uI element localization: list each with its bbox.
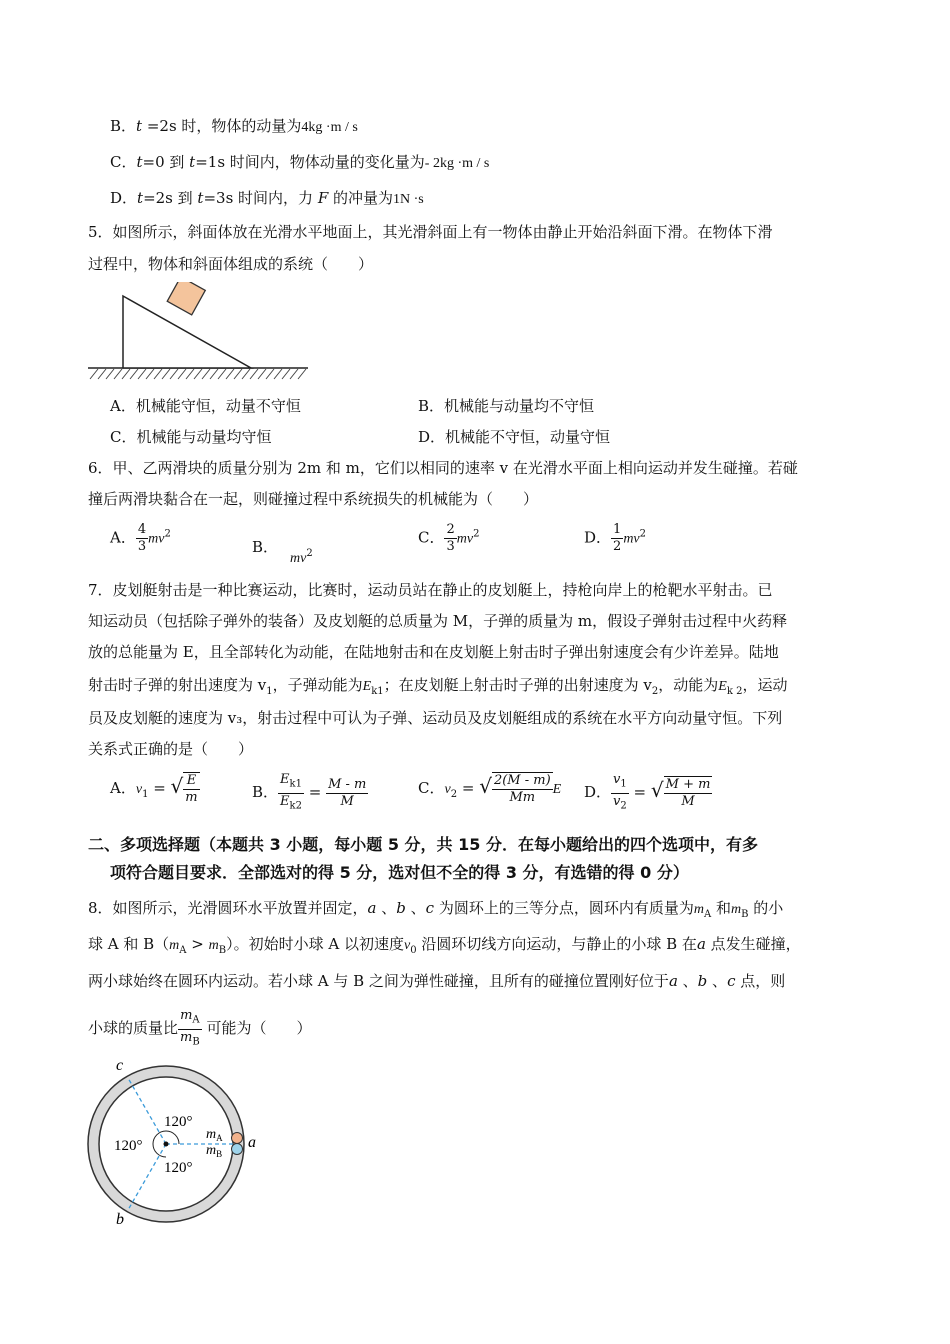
center-dot — [164, 1142, 169, 1147]
q7-stem-line3: 放的总能量为 E，且全部转化为动能，在陆地射击和在皮划艇上射击时子弹出射速度会有少许差异。陆地 — [88, 643, 779, 661]
q7-stem-line5: 员及皮划艇的速度为 v₃，射击过程中可认为子弹、运动员及皮划艇组成的系统在水平方向动量守恒。下列 — [88, 709, 783, 727]
section2-heading-line1: 二、多项选择题（本题共 3 小题，每小题 5 分，共 15 分．在每小题给出的四个选项中，有多 — [88, 835, 758, 854]
q7-option-b: B． $\frac{E_{k1}}{E_{k2}}$ = $\frac{M - m}{M}$ — [252, 772, 368, 814]
q4-option-c: C．t=0 到 t=1s 时间内，物体动量的变化量为- 2kg ·m / s — [110, 153, 490, 171]
q4-d-value: 1N ·s — [393, 192, 424, 207]
point-label-c: c — [116, 1057, 124, 1074]
q7-option-a: A．$v_1$ = √ $\frac{E}{m}$ — [110, 773, 198, 805]
q7-option-d: D． $\frac{v_1}{v_2}$ = √ $\frac{M + m}{M}$ — [584, 772, 712, 814]
q7-stem-line6: 关系式正确的是（ ） — [88, 740, 254, 758]
q4-b-value: 4kg ·m / s — [301, 120, 358, 135]
q5-stem-line2: 过程中，物体和斜面体组成的系统（ ） — [88, 255, 374, 273]
angle-label-bottom: 120° — [164, 1160, 193, 1176]
mass-label-a: $m_A$ — [206, 1127, 223, 1143]
q7-stem-line2: 知运动员（包括除子弹外的装备）及皮划艇的总质量为 M，子弹的质量为 m，假设子弹射击过程中火药释 — [88, 612, 788, 630]
q8-stem-line3: 两小球始终在圆环内运动。若小球 A 与 B 之间为弹性碰撞，且所有的碰撞位置刚好位于a 、b 、c 点，则 — [88, 972, 786, 990]
angle-label-left: 120° — [114, 1138, 143, 1154]
q8-stem-line1: 8．如图所示，光滑圆环水平放置并固定，a 、b 、c 为圆环上的三等分点，圆环内有质量为$m_A$ 和$m_B$ 的小 — [88, 899, 784, 920]
ball-b — [232, 1144, 243, 1155]
q5-option-b: B．机械能与动量均不守恒 — [418, 397, 595, 415]
q6-stem-line1: 6．甲、乙两滑块的质量分别为 2m 和 m，它们以相同的速率 v 在光滑水平面上相向运动并发生碰撞。若碰 — [88, 459, 798, 477]
section2-heading-line2: 项符合题目要求．全部选对的得 5 分，选对但不全的得 3 分，有选错的得 0 分） — [110, 863, 689, 882]
q8-stem-line2: 球 A 和 $B(m_A > m_B)$。初始时小球 A 以初速度$v_0$ 沿圆环切线方向运动，与静止的小球 B 在a 点发生碰撞， — [88, 935, 801, 956]
point-label-a: a — [248, 1134, 256, 1151]
q6-option-c: C． $\frac{2}{3}$ $mv^2$ — [418, 522, 480, 554]
q7-stem-line1: 7．皮划艇射击是一种比赛运动，比赛时，运动员站在静止的皮划艇上，持枪向岸上的枪靶水平射击。已 — [88, 581, 773, 599]
ball-a — [232, 1133, 243, 1144]
ring-figure — [82, 1052, 272, 1232]
q7-stem-line4: 射击时子弹的射出速度为 $v_1$，子弹动能为$E_{k1}$；在皮划艇上射击时子弹的出射速度为 $v_2$，动能为$E_{k 2}$，运动 — [88, 676, 788, 697]
ground-hatch — [88, 368, 308, 379]
q5-stem-line1: 5．如图所示，斜面体放在光滑水平地面上，其光滑斜面上有一物体由静止开始沿斜面下滑。在物体下滑 — [88, 223, 773, 241]
angle-label-top: 120° — [164, 1114, 193, 1130]
point-label-b: b — [116, 1211, 124, 1228]
q5-option-d: D．机械能不守恒，动量守恒 — [418, 428, 611, 446]
q4-c-value: - 2kg ·m / s — [424, 156, 490, 171]
q5-option-a: A．机械能守恒，动量不守恒 — [110, 397, 301, 415]
q6-option-b: B．$mv^2$ — [252, 538, 313, 566]
q6-stem-line2: 撞后两滑块黏合在一起，则碰撞过程中系统损失的机械能为（ ） — [88, 490, 539, 508]
mass-label-b: $m_B$ — [206, 1143, 223, 1159]
incline-figure — [86, 282, 311, 387]
sliding-block — [167, 282, 205, 315]
q6-option-d: D． $\frac{1}{2}$ $mv^2$ — [584, 522, 647, 554]
q8-stem-line4: 小球的质量比 $\frac{m_A}{m_B}$ 可能为（ ） — [88, 1008, 311, 1050]
q4-option-d: D．t=2s 到 t=3s 时间内，力 F 的冲量为1N ·s — [110, 189, 424, 207]
q6-option-a: A． $\frac{4}{3}$ $mv^2$ — [110, 522, 171, 554]
q5-option-c: C．机械能与动量均守恒 — [110, 428, 272, 446]
q4-option-b: B．t =2s 时，物体的动量为4kg ·m / s — [110, 117, 358, 135]
q7-option-c: C．$v_2$ = √ $\frac{2(M - m)}{Mm}$ E — [418, 773, 562, 805]
